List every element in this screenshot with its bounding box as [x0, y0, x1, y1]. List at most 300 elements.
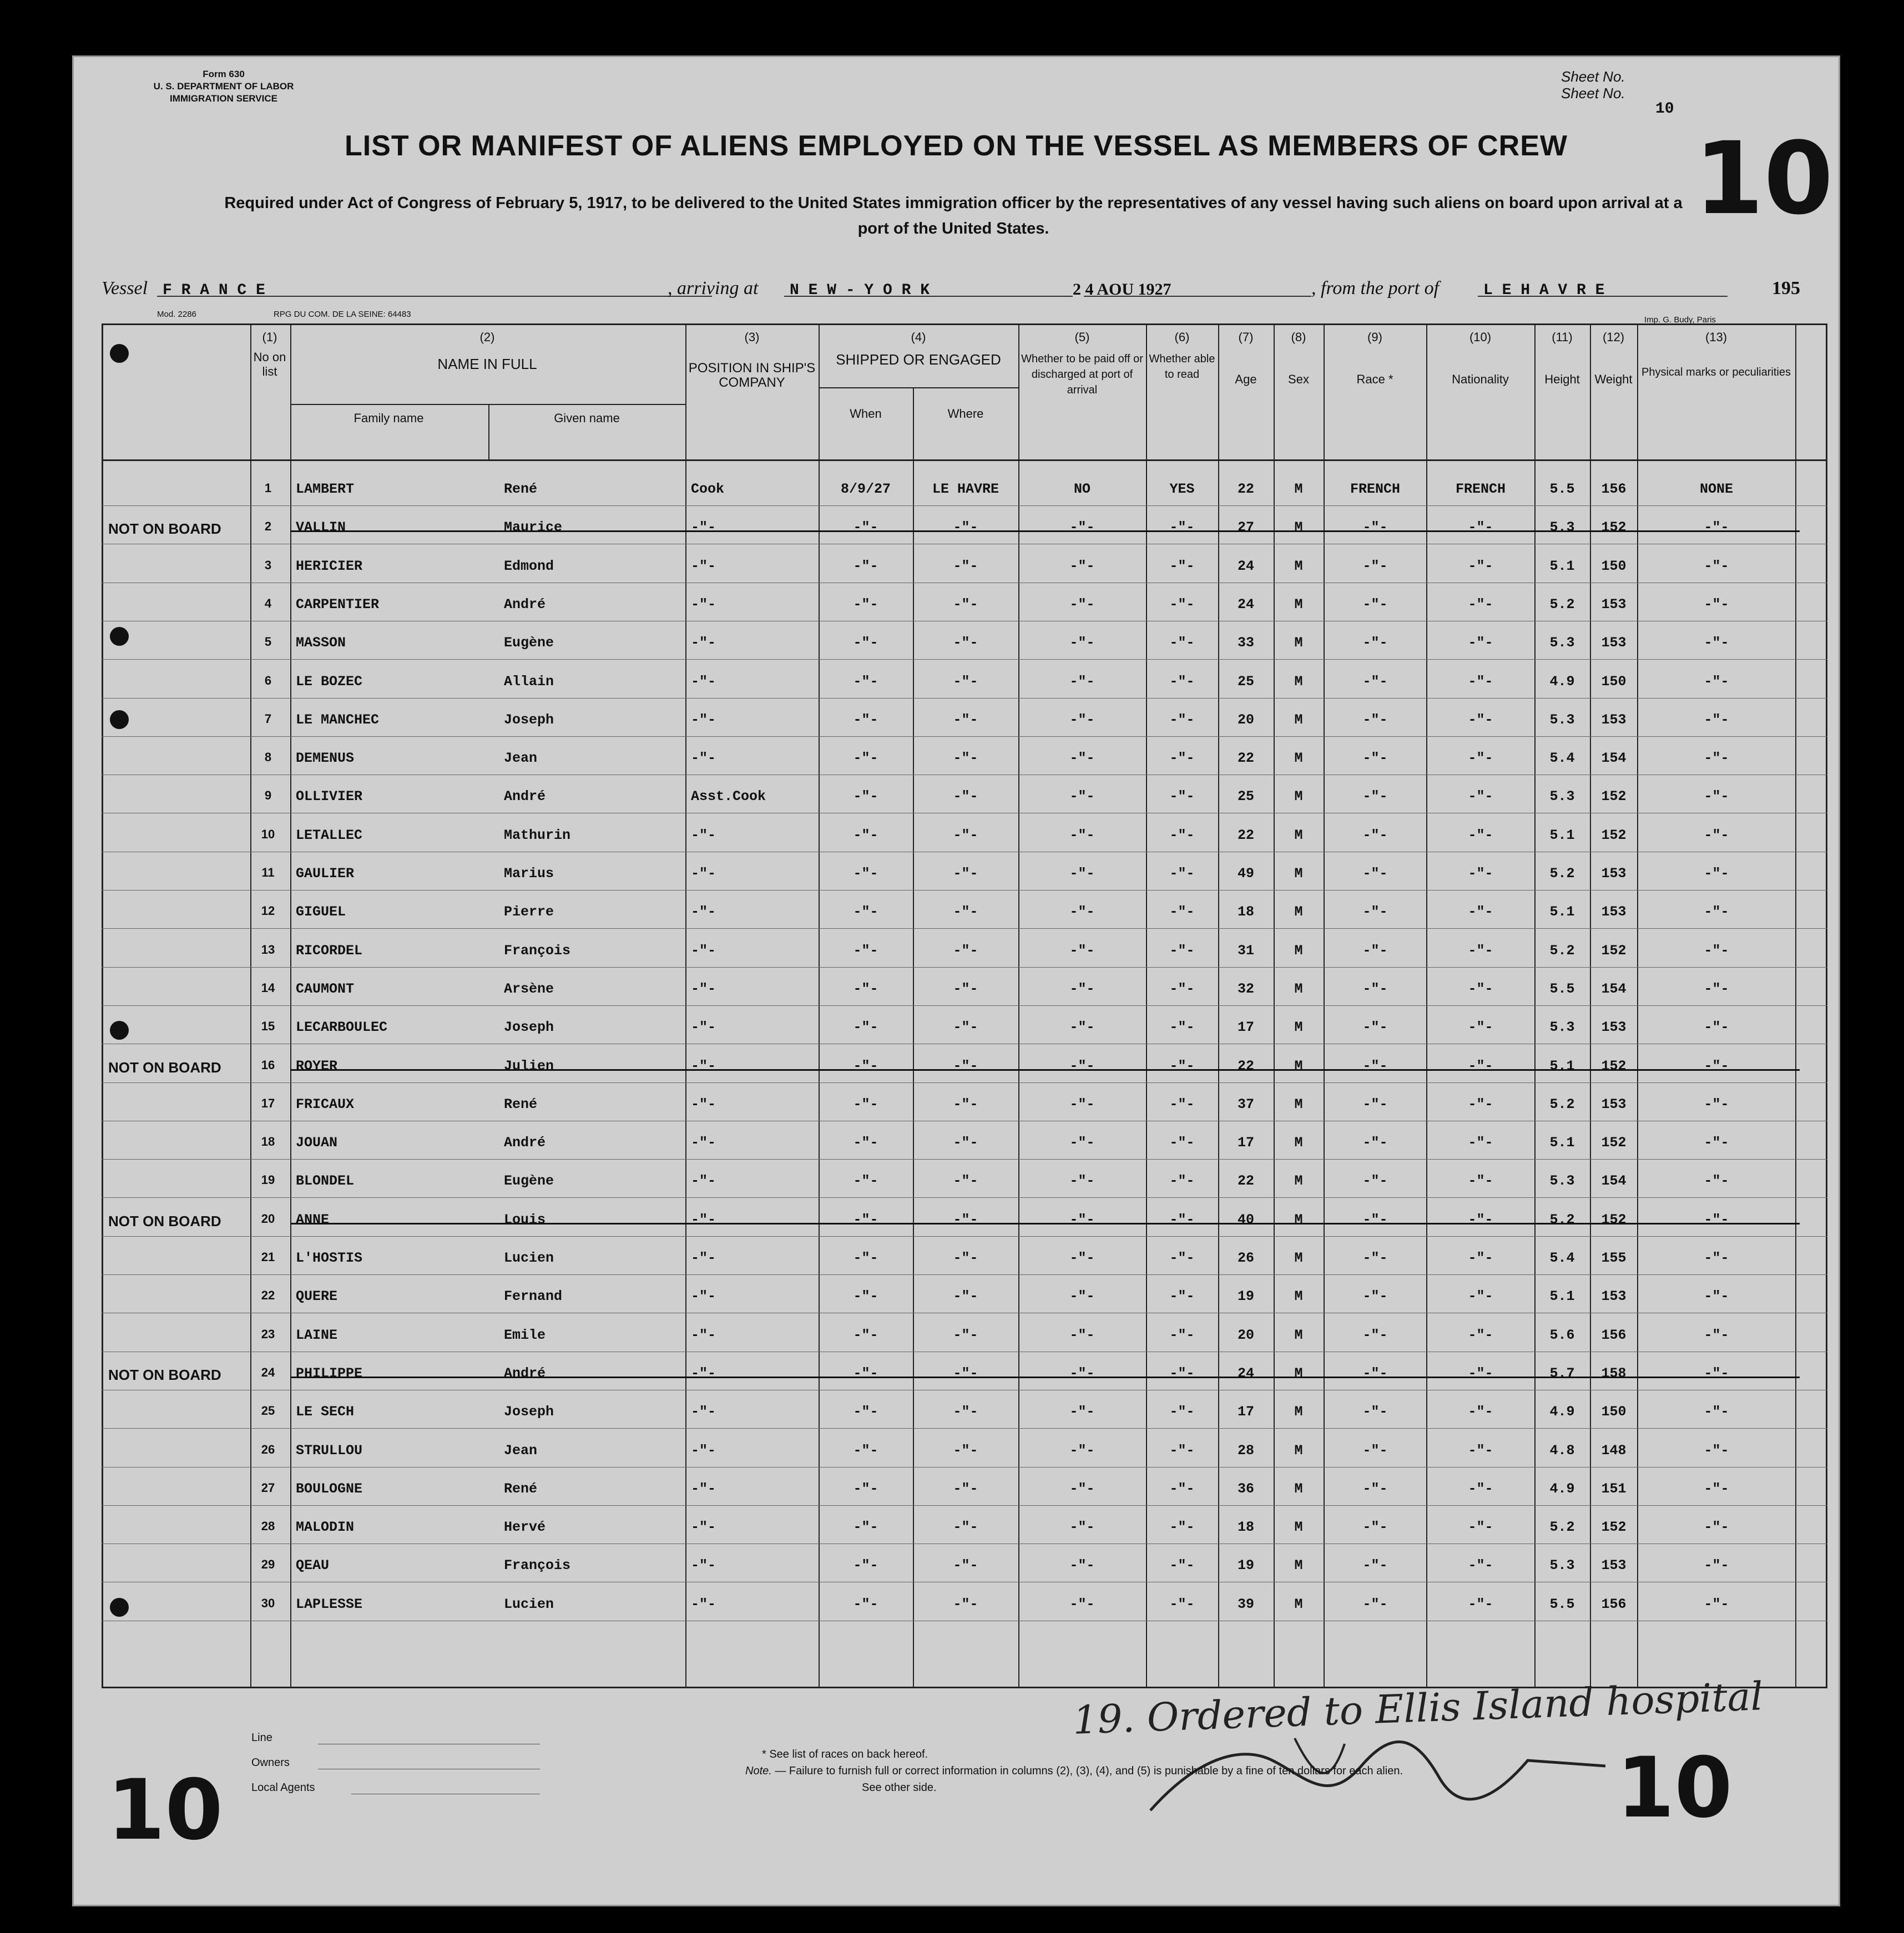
cell-race: -"-: [1362, 788, 1388, 805]
cell-sex: M: [1294, 1135, 1303, 1151]
cell-sex: M: [1294, 711, 1303, 728]
cell-position: -"-: [691, 904, 716, 920]
col12-header: (12) Weight: [1594, 330, 1633, 386]
cell-paid: -"-: [1069, 1327, 1095, 1343]
cell-age: 22: [1237, 1173, 1255, 1190]
cell-race: -"-: [1362, 866, 1388, 882]
cell-nat: -"-: [1468, 1365, 1493, 1382]
cell-sex: M: [1294, 558, 1303, 574]
cell-position: -"-: [691, 711, 716, 728]
cell-when: -"-: [853, 750, 878, 767]
cell-nat: -"-: [1468, 750, 1493, 767]
cell-weight: 151: [1601, 1480, 1627, 1497]
cell-paid: -"-: [1069, 1173, 1095, 1190]
cell-age: 25: [1237, 788, 1255, 805]
cell-read: -"-: [1169, 1519, 1195, 1536]
cell-no: 22: [261, 1288, 275, 1303]
cell-weight: 150: [1601, 673, 1627, 690]
cell-age: 22: [1237, 1057, 1255, 1074]
cell-nat: -"-: [1468, 942, 1493, 959]
cell-weight: 153: [1601, 711, 1627, 728]
cell-when: -"-: [853, 980, 878, 997]
cell-where: -"-: [953, 1288, 978, 1305]
cell-weight: 154: [1601, 980, 1627, 997]
cell-where: -"-: [953, 1365, 978, 1382]
cell-age: 24: [1237, 1365, 1255, 1382]
cell-sex: M: [1294, 1288, 1303, 1305]
cell-weight: 150: [1601, 558, 1627, 574]
cell-age: 19: [1237, 1288, 1255, 1305]
cell-height: 5.4: [1549, 750, 1575, 767]
cell-nat: -"-: [1468, 519, 1493, 536]
cell-marks: -"-: [1704, 1173, 1729, 1190]
cell-family: LE MANCHEC: [296, 711, 380, 728]
col9-header: (9) Race *: [1356, 330, 1393, 386]
cell-sex: M: [1294, 1365, 1303, 1382]
cell-weight: 153: [1601, 904, 1627, 920]
cell-when: -"-: [853, 673, 878, 690]
cell-sex: M: [1294, 750, 1303, 767]
cell-height: 5.6: [1549, 1327, 1575, 1343]
cell-position: -"-: [691, 942, 716, 959]
cell-no: 30: [261, 1596, 275, 1610]
cell-where: -"-: [953, 1519, 978, 1536]
cell-sex: M: [1294, 942, 1303, 959]
cell-when: -"-: [853, 1404, 878, 1420]
cell-race: -"-: [1362, 519, 1388, 536]
cell-when: -"-: [853, 1096, 878, 1112]
cell-family: LE BOZEC: [296, 673, 363, 690]
cell-nat: -"-: [1468, 1596, 1493, 1612]
cell-when: -"-: [853, 1519, 878, 1536]
cell-marks: -"-: [1704, 1250, 1729, 1266]
cell-paid: -"-: [1069, 711, 1095, 728]
cell-when: -"-: [853, 1019, 878, 1036]
cell-when: -"-: [853, 942, 878, 959]
department-header: [151, 68, 296, 105]
cell-read: -"-: [1169, 1250, 1195, 1266]
cell-weight: 158: [1601, 1365, 1627, 1382]
cell-sex: M: [1294, 1442, 1303, 1459]
cell-given: André: [504, 596, 546, 613]
cell-paid: -"-: [1069, 519, 1095, 536]
arrival-date: 2 4 AOU 1927: [1073, 280, 1171, 298]
cell-paid: -"-: [1069, 866, 1095, 882]
cell-weight: 152: [1601, 942, 1627, 959]
cell-position: -"-: [691, 866, 716, 882]
cell-position: Cook: [691, 481, 725, 497]
cell-height: 5.3: [1549, 519, 1575, 536]
cell-sex: M: [1294, 1057, 1303, 1074]
cell-given: Louis: [504, 1211, 546, 1228]
cell-nat: -"-: [1468, 1211, 1493, 1228]
cell-given: Arsène: [504, 980, 554, 997]
cell-when: -"-: [853, 1173, 878, 1190]
cell-position: -"-: [691, 1135, 716, 1151]
cell-paid: -"-: [1069, 635, 1095, 651]
cell-no: 3: [264, 558, 272, 572]
cell-age: 22: [1237, 750, 1255, 767]
cell-position: -"-: [691, 1596, 716, 1612]
cell-marks: -"-: [1704, 711, 1729, 728]
cell-height: 4.9: [1549, 1404, 1575, 1420]
cell-given: Joseph: [504, 711, 554, 728]
sheet-number-block: [1561, 68, 1625, 102]
punch-hole-icon: [110, 1598, 129, 1617]
big-sheet-number-bottom-left: 10: [107, 1762, 223, 1859]
cell-weight: 152: [1601, 1519, 1627, 1536]
cell-position: -"-: [691, 1250, 716, 1266]
cell-paid: -"-: [1069, 827, 1095, 843]
cell-height: 5.5: [1549, 980, 1575, 997]
cell-position: -"-: [691, 750, 716, 767]
cell-nat: -"-: [1468, 827, 1493, 843]
cell-where: -"-: [953, 942, 978, 959]
cell-family: BOULOGNE: [296, 1480, 363, 1497]
cell-weight: 152: [1601, 1057, 1627, 1074]
cell-paid: -"-: [1069, 1596, 1095, 1612]
cell-when: -"-: [853, 1557, 878, 1574]
cell-paid: -"-: [1069, 1288, 1095, 1305]
cell-age: 49: [1237, 866, 1255, 882]
cell-age: 24: [1237, 558, 1255, 574]
cell-when: -"-: [853, 866, 878, 882]
cell-height: 5.5: [1549, 481, 1575, 497]
col2-family-header: Family name: [353, 411, 424, 425]
cell-race: -"-: [1362, 1057, 1388, 1074]
cell-when: -"-: [853, 1327, 878, 1343]
cell-position: -"-: [691, 1288, 716, 1305]
cell-age: 37: [1237, 1096, 1255, 1112]
cell-paid: -"-: [1069, 1096, 1095, 1112]
cell-where: -"-: [953, 1096, 978, 1112]
cell-nat: -"-: [1468, 1057, 1493, 1074]
cell-no: 5: [264, 635, 272, 649]
cell-read: -"-: [1169, 1480, 1195, 1497]
cell-age: 22: [1237, 827, 1255, 843]
cell-race: -"-: [1362, 596, 1388, 613]
cell-weight: 153: [1601, 866, 1627, 882]
note-label: Note.: [745, 1765, 772, 1777]
cell-read: -"-: [1169, 1288, 1195, 1305]
punch-hole-icon: [110, 1021, 129, 1040]
cell-when: -"-: [853, 519, 878, 536]
cell-nat: -"-: [1468, 1557, 1493, 1574]
cell-paid: -"-: [1069, 673, 1095, 690]
cell-race: -"-: [1362, 711, 1388, 728]
cell-paid: -"-: [1069, 1019, 1095, 1036]
cell-marks: -"-: [1704, 519, 1729, 536]
page-title: LIST OR MANIFEST OF ALIENS EMPLOYED ON THE VESSEL AS MEMBERS OF CREW: [345, 130, 1568, 162]
handwritten-annotation: 19. Ordered to Ellis Island hospital: [1072, 1673, 1764, 1743]
cell-age: 24: [1237, 596, 1255, 613]
cell-marks: -"-: [1704, 1211, 1729, 1228]
cell-paid: -"-: [1069, 558, 1095, 574]
cell-family: DEMENUS: [296, 750, 355, 767]
cell-marks: -"-: [1704, 1135, 1729, 1151]
cell-given: Lucien: [504, 1250, 554, 1266]
cell-race: -"-: [1362, 1211, 1388, 1228]
cell-read: -"-: [1169, 711, 1195, 728]
cell-family: ANNE: [296, 1211, 330, 1228]
cell-height: 5.2: [1549, 1519, 1575, 1536]
cell-given: Allain: [504, 673, 554, 690]
cell-age: 33: [1237, 635, 1255, 651]
cell-no: 13: [261, 942, 275, 957]
cell-position: -"-: [691, 1442, 716, 1459]
cell-no: 20: [261, 1211, 275, 1226]
sheet-no-value: 10: [1655, 100, 1674, 118]
cell-height: 5.1: [1549, 558, 1575, 574]
cell-nat: -"-: [1468, 904, 1493, 920]
cell-age: 26: [1237, 1250, 1255, 1266]
cell-no: 12: [261, 904, 275, 918]
cell-where: -"-: [953, 1173, 978, 1190]
punch-hole-icon: [110, 627, 129, 646]
cell-position: -"-: [691, 1211, 716, 1228]
cell-read: -"-: [1169, 1135, 1195, 1151]
cell-read: -"-: [1169, 980, 1195, 997]
not-on-board-stamp: NOT ON BOARD: [108, 1059, 221, 1076]
cell-sex: M: [1294, 635, 1303, 651]
col7-header: (7) Age: [1235, 330, 1257, 386]
cell-weight: 148: [1601, 1442, 1627, 1459]
cell-marks: -"-: [1704, 673, 1729, 690]
cell-race: -"-: [1362, 1365, 1388, 1382]
cell-sex: M: [1294, 980, 1303, 997]
cell-age: 31: [1237, 942, 1255, 959]
crew-table: [102, 323, 1827, 1688]
cell-given: Lucien: [504, 1596, 554, 1612]
cell-read: -"-: [1169, 635, 1195, 651]
cell-when: -"-: [853, 1211, 878, 1228]
cell-nat: -"-: [1468, 1519, 1493, 1536]
cell-sex: M: [1294, 1096, 1303, 1112]
cell-paid: -"-: [1069, 1365, 1095, 1382]
cell-where: LE HAVRE: [932, 481, 999, 497]
cell-family: MASSON: [296, 635, 346, 651]
cell-weight: 156: [1601, 1596, 1627, 1612]
cell-no: 4: [264, 596, 272, 610]
cell-family: LE SECH: [296, 1404, 355, 1420]
cell-height: 5.2: [1549, 596, 1575, 613]
cell-read: -"-: [1169, 788, 1195, 805]
cell-family: RICORDEL: [296, 942, 363, 959]
cell-position: -"-: [691, 519, 716, 536]
cell-position: -"-: [691, 1019, 716, 1036]
cell-where: -"-: [953, 711, 978, 728]
cell-family: HERICIER: [296, 558, 363, 574]
cell-race: -"-: [1362, 1557, 1388, 1574]
cell-sex: M: [1294, 519, 1303, 536]
footer-owners-label: Owners: [251, 1757, 290, 1769]
cell-age: 32: [1237, 980, 1255, 997]
cell-height: 5.1: [1549, 1288, 1575, 1305]
big-sheet-number-top: 10: [1694, 121, 1834, 237]
cell-marks: -"-: [1704, 827, 1729, 843]
cell-read: -"-: [1169, 866, 1195, 882]
cell-height: 5.3: [1549, 788, 1575, 805]
cell-read: -"-: [1169, 1057, 1195, 1074]
cell-height: 5.1: [1549, 1135, 1575, 1151]
cell-marks: NONE: [1699, 481, 1734, 497]
cell-given: Edmond: [504, 558, 554, 574]
cell-sex: M: [1294, 904, 1303, 920]
cell-paid: -"-: [1069, 980, 1095, 997]
cell-position: -"-: [691, 673, 716, 690]
cell-weight: 155: [1601, 1250, 1627, 1266]
cell-nat: -"-: [1468, 866, 1493, 882]
punch-hole-icon: [110, 710, 129, 729]
cell-family: GIGUEL: [296, 904, 346, 920]
cell-age: 17: [1237, 1019, 1255, 1036]
cell-when: -"-: [853, 1442, 878, 1459]
cell-family: LECARBOULEC: [296, 1019, 388, 1036]
cell-where: -"-: [953, 1057, 978, 1074]
cell-nat: -"-: [1468, 1250, 1493, 1266]
cell-no: 7: [264, 711, 272, 726]
penalty-note: [745, 1763, 1689, 1779]
cell-no: 8: [264, 750, 272, 765]
col11-header: (11) Height: [1544, 330, 1580, 386]
cell-no: 27: [261, 1480, 275, 1495]
cell-no: 14: [261, 980, 275, 995]
cell-paid: -"-: [1069, 750, 1095, 767]
cell-paid: -"-: [1069, 1135, 1095, 1151]
cell-height: 5.3: [1549, 1557, 1575, 1574]
cell-family: ROYER: [296, 1057, 338, 1074]
cell-paid: -"-: [1069, 1519, 1095, 1536]
cell-race: -"-: [1362, 1596, 1388, 1612]
cell-where: -"-: [953, 1404, 978, 1420]
cell-nat: -"-: [1468, 788, 1493, 805]
cell-weight: 153: [1601, 635, 1627, 651]
cell-given: Maurice: [504, 519, 563, 536]
from-label: , from the port of: [1311, 278, 1440, 298]
cell-nat: -"-: [1468, 1480, 1493, 1497]
cell-marks: -"-: [1704, 942, 1729, 959]
cell-nat: -"-: [1468, 596, 1493, 613]
from-port: L E H A V R E: [1483, 282, 1605, 299]
cell-sex: M: [1294, 1019, 1303, 1036]
sheet-no-label: Sheet No.: [1561, 68, 1625, 85]
cell-position: -"-: [691, 1480, 716, 1497]
cell-family: GAULIER: [296, 866, 355, 882]
cell-age: 40: [1237, 1211, 1255, 1228]
not-on-board-stamp: NOT ON BOARD: [108, 1212, 221, 1229]
cell-position: -"-: [691, 980, 716, 997]
cell-when: -"-: [853, 1057, 878, 1074]
cell-height: 5.1: [1549, 827, 1575, 843]
cell-height: 5.3: [1549, 635, 1575, 651]
cell-nat: -"-: [1468, 1404, 1493, 1420]
cell-position: -"-: [691, 596, 716, 613]
cell-family: JOUAN: [296, 1135, 338, 1151]
cell-where: -"-: [953, 1019, 978, 1036]
cell-sex: M: [1294, 1173, 1303, 1190]
cell-height: 5.2: [1549, 942, 1575, 959]
cell-marks: -"-: [1704, 1519, 1729, 1536]
cell-race: -"-: [1362, 635, 1388, 651]
cell-weight: 153: [1601, 1557, 1627, 1574]
cell-race: -"-: [1362, 980, 1388, 997]
cell-age: 17: [1237, 1404, 1255, 1420]
cell-family: BLONDEL: [296, 1173, 355, 1190]
cell-family: OLLIVIER: [296, 788, 363, 805]
cell-height: 4.9: [1549, 673, 1575, 690]
cell-marks: -"-: [1704, 1596, 1729, 1612]
cell-weight: 150: [1601, 1404, 1627, 1420]
cell-read: YES: [1169, 481, 1195, 497]
cell-position: -"-: [691, 1404, 716, 1420]
cell-marks: -"-: [1704, 1019, 1729, 1036]
cell-given: René: [504, 481, 538, 497]
cell-height: 4.8: [1549, 1442, 1575, 1459]
cell-read: -"-: [1169, 1173, 1195, 1190]
cell-read: -"-: [1169, 827, 1195, 843]
cell-family: LAPLESSE: [296, 1596, 363, 1612]
cell-no: 19: [261, 1173, 275, 1187]
note-text: — Failure to furnish full or correct information in columns (2), (3), (4), and (5) is punishable by a fine of ten dollars for each alien.: [775, 1765, 1403, 1777]
cell-family: MALODIN: [296, 1519, 355, 1536]
cell-no: 6: [264, 673, 272, 687]
cell-race: -"-: [1362, 1404, 1388, 1420]
cell-read: -"-: [1169, 1442, 1195, 1459]
page-number: 195: [1772, 278, 1800, 298]
cell-race: -"-: [1362, 1173, 1388, 1190]
cell-where: -"-: [953, 750, 978, 767]
cell-position: -"-: [691, 558, 716, 574]
cell-family: LAMBERT: [296, 481, 355, 497]
cell-read: -"-: [1169, 942, 1195, 959]
col2-header: (2) NAME IN FULL: [437, 330, 537, 372]
cell-given: Eugène: [504, 1173, 554, 1190]
cell-family: LAINE: [296, 1327, 338, 1343]
strike-through-line: [290, 1069, 1800, 1071]
cell-family: QUERE: [296, 1288, 338, 1305]
cell-paid: -"-: [1069, 1480, 1095, 1497]
cell-race: -"-: [1362, 1096, 1388, 1112]
cell-height: 5.3: [1549, 1173, 1575, 1190]
cell-position: -"-: [691, 827, 716, 843]
cell-weight: 152: [1601, 1211, 1627, 1228]
cell-age: 36: [1237, 1480, 1255, 1497]
cell-when: -"-: [853, 558, 878, 574]
footer-line-label: Line: [251, 1732, 272, 1744]
cell-when: -"-: [853, 596, 878, 613]
cell-sex: M: [1294, 866, 1303, 882]
cell-sex: M: [1294, 673, 1303, 690]
cell-sex: M: [1294, 1557, 1303, 1574]
cell-race: -"-: [1362, 942, 1388, 959]
cell-sex: M: [1294, 481, 1303, 497]
cell-sex: M: [1294, 827, 1303, 843]
col8-header: (8) Sex: [1288, 330, 1309, 386]
cell-weight: 152: [1601, 827, 1627, 843]
col3-header: (3) POSITION IN SHIP'S COMPANY: [688, 330, 816, 390]
cell-height: 5.1: [1549, 904, 1575, 920]
cell-where: -"-: [953, 1135, 978, 1151]
manifest-sheet: [72, 55, 1840, 1906]
vessel-name: F R A N C E: [163, 282, 265, 299]
cell-when: -"-: [853, 904, 878, 920]
cell-age: 39: [1237, 1596, 1255, 1612]
cell-weight: 152: [1601, 1135, 1627, 1151]
not-on-board-stamp: NOT ON BOARD: [108, 1366, 221, 1383]
cell-marks: -"-: [1704, 1096, 1729, 1112]
cell-where: -"-: [953, 519, 978, 536]
cell-where: -"-: [953, 1480, 978, 1497]
